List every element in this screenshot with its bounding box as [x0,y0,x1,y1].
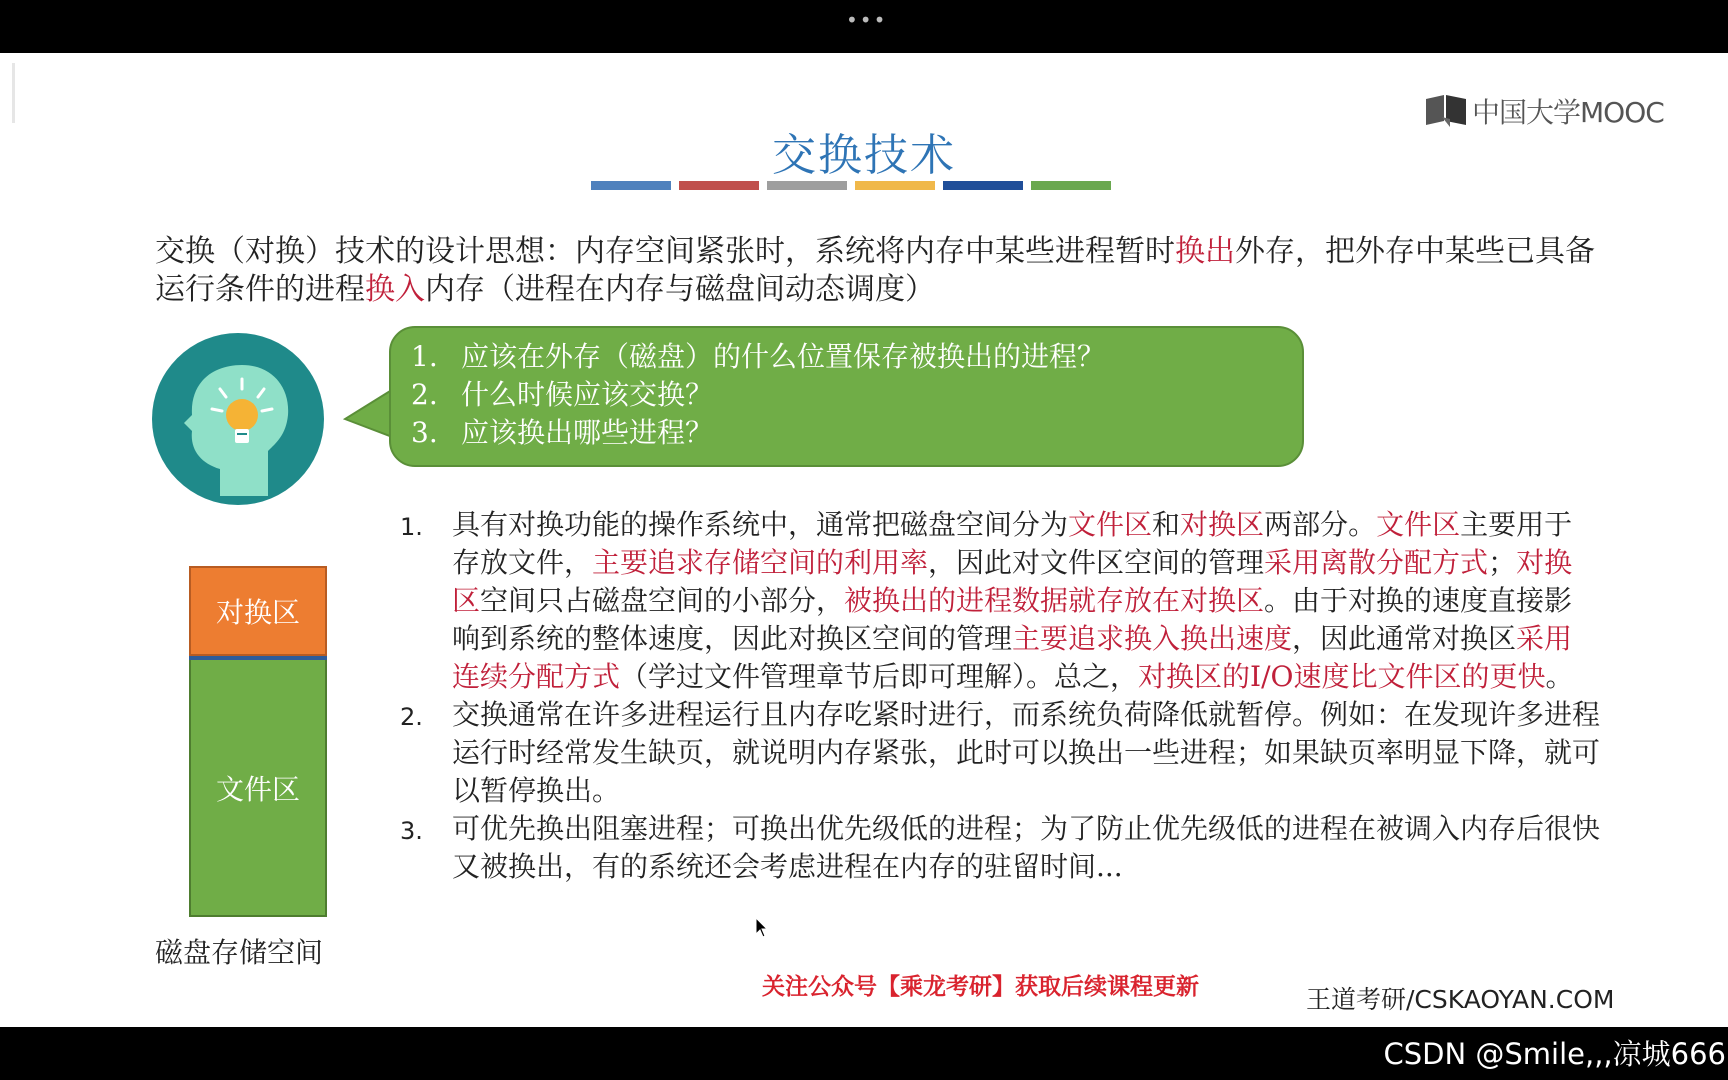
item-text: 具有对换功能的操作系统中，通常把磁盘空间分为 [452,508,1069,541]
intro-highlight: 换入 [365,272,425,307]
item-highlight: 文件区 [1068,508,1153,541]
item-highlight: 主要追求换入换出速度 [1012,622,1293,655]
title-bar [855,181,935,190]
question-item [411,338,1302,376]
question-text: 应该换出哪些进程？ [461,416,714,449]
item-text: （学过文件管理章节后即可理解）。总之， [620,660,1139,693]
item-highlight: 对换区的I/O速度比文件区的更快 [1138,660,1546,693]
slide-edge-mark [12,63,15,123]
follow-notice: 关注公众号【乘龙考研】获取后续课程更新 [762,974,1199,1000]
more-options-icon[interactable]: ••• [846,8,888,32]
title-bar [1031,181,1111,190]
disk-caption: 磁盘存储空间 [155,936,324,969]
question-text: 应该在外存（磁盘）的什么位置保存被换出的进程？ [461,340,1106,373]
explanation-list [400,506,1600,886]
item-text: 。由于对换的速度直接影响到系统的整体速度，因此对换区空间的管理 [452,584,1573,655]
title-bar [767,181,847,190]
intro-text: 外存，把外存中某些已具备运行条件的进程 [155,234,1595,307]
question-text: 什么时候应该交换？ [461,378,714,411]
item-highlight: 采用离散分配方式 [1264,546,1489,579]
explanation-item [400,696,1600,810]
questions-bubble [389,326,1304,467]
title-bar [679,181,759,190]
swap-area-block: 对换区 [189,566,327,656]
item-text: 主要用于存放文件， [452,508,1573,579]
item-number: 1. [400,513,423,541]
item-text: 空间只占磁盘空间的小部分， [480,584,845,617]
item-highlight: 对换区 [452,546,1573,617]
item-highlight: 被换出的进程数据就存放在对换区 [844,584,1265,617]
item-text: ，因此通常对换区 [1292,622,1517,655]
item-highlight: 对换区 [1180,508,1265,541]
mouse-cursor-icon [755,917,769,939]
question-number: 1. [411,340,438,373]
item-highlight: 主要追求存储空间的利用率 [592,546,929,579]
explanation-item [400,810,1600,886]
question-number: 2. [411,378,438,411]
item-text: 。 [1545,660,1574,693]
intro-highlight: 换出 [1175,234,1235,269]
slide-title: 交换技术 [772,130,956,181]
site-credit: 王道考研/CSKAOYAN.COM [1306,985,1615,1014]
explanation-item [400,506,1600,696]
intro-paragraph [155,233,1595,309]
thinking-head-icon [150,331,326,507]
item-number: 3. [400,817,423,845]
disk-diagram [189,566,327,917]
intro-text: 交换（对换）技术的设计思想：内存空间紧张时，系统将内存中某些进程暂时 [155,234,1175,269]
csdn-watermark: CSDN @Smile,,,凉城666 [1383,1037,1726,1071]
title-bar [591,181,671,190]
item-body [452,506,1600,696]
question-number: 3. [411,416,438,449]
item-body: 交换通常在许多进程运行且内存吃紧时进行，而系统负荷降低就暂停。例如：在发现许多进程运行时经常发生缺页，就说明内存紧张，此时可以换出一些进程；如果缺页率明显下降，就可以暂停换出。 [452,698,1601,807]
item-highlight: 采用连续分配方式 [452,622,1573,693]
top-bar [0,0,1728,53]
item-text: ，因此对文件区空间的管理 [928,546,1265,579]
item-highlight: 文件区 [1376,508,1461,541]
item-body: 可优先换出阻塞进程；可换出优先级低的进程；为了防止优先级低的进程在被调入内存后很快又被换出，有的系统还会考虑进程在内存的驻留时间... [452,812,1601,883]
item-text: 两部分。 [1264,508,1377,541]
logo-text: 中国大学MOOC [1472,96,1664,129]
item-number: 2. [400,703,423,731]
title-bar [943,181,1023,190]
question-item [411,414,1302,452]
question-item [411,376,1302,414]
item-text: ； [1488,546,1517,579]
file-area-block: 文件区 [189,660,327,917]
title-underline-bars [591,181,1111,190]
slide [0,53,1728,1027]
intro-text: 内存（进程在内存与磁盘间动态调度） [425,272,935,307]
questions-list [411,338,1302,452]
item-text: 和 [1152,508,1181,541]
